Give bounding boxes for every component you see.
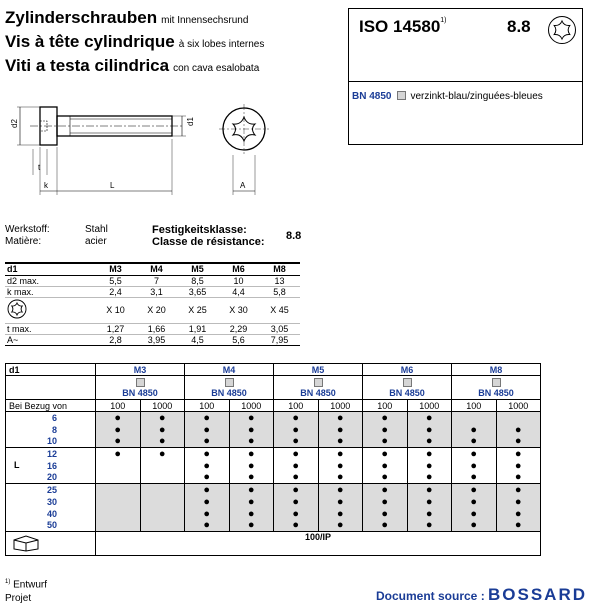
finish-checkbox[interactable] — [492, 378, 501, 387]
finish-label: verzinkt-blau/zinguées-bleues — [410, 91, 543, 102]
footnote-line1: Entwurf — [13, 579, 48, 591]
table-cell: 4,4 — [218, 286, 259, 297]
order-bn-row — [6, 376, 541, 400]
length-row — [6, 472, 541, 484]
availability-cell: ● — [185, 436, 230, 448]
bn-cell — [185, 376, 274, 400]
bn-label: BN 4850 — [300, 388, 336, 398]
availability-cell: ● — [140, 448, 185, 460]
footnote-line2: Projet — [5, 593, 32, 605]
length-row — [6, 436, 541, 448]
brand-logo: BOSSARD — [488, 585, 588, 604]
availability-cell: ● — [452, 436, 497, 448]
availability-cell: ● — [140, 424, 185, 436]
availability-cell — [96, 472, 141, 484]
table-cell: 2,29 — [218, 323, 259, 334]
availability-cell — [96, 484, 141, 496]
availability-cell: ● — [363, 484, 408, 496]
t-label: t — [38, 163, 41, 172]
package-text: 100/IP — [96, 532, 541, 556]
availability-cell: ● — [185, 424, 230, 436]
table-cell: 5,5 — [95, 275, 136, 286]
availability-cell — [140, 520, 185, 532]
size-header: M5 — [274, 364, 363, 376]
footnote-mark: 1) — [5, 579, 11, 585]
strength-label-fr: Classe de résistance: — [152, 236, 265, 248]
availability-cell: ● — [496, 436, 541, 448]
finish-checkbox[interactable] — [136, 378, 145, 387]
availability-cell: ● — [274, 484, 319, 496]
table-cell: 1,27 — [95, 323, 136, 334]
availability-cell: ● — [496, 484, 541, 496]
availability-cell: ● — [452, 424, 497, 436]
availability-cell — [96, 508, 141, 520]
length-row — [6, 460, 541, 472]
qty-cell: 1000 — [229, 400, 274, 412]
dimension-header-row — [5, 263, 300, 275]
availability-cell: ● — [274, 424, 319, 436]
availability-cell: ● — [229, 472, 274, 484]
availability-cell: ● — [318, 472, 363, 484]
length-value: 12 — [6, 448, 96, 460]
bn-cell — [274, 376, 363, 400]
qty-label: Bei Bezug von — [6, 400, 96, 412]
A-label: A — [240, 181, 246, 190]
table-cell: 5,6 — [218, 334, 259, 345]
size-header: M3 — [95, 263, 136, 275]
length-value: 50 — [6, 520, 96, 532]
material-label-fr: Matière: — [5, 236, 42, 247]
availability-cell: ● — [452, 508, 497, 520]
availability-cell: ● — [407, 436, 452, 448]
availability-cell: ● — [407, 508, 452, 520]
qty-cell: 100 — [452, 400, 497, 412]
availability-cell: ● — [407, 448, 452, 460]
availability-cell: ● — [496, 508, 541, 520]
availability-cell: ● — [318, 460, 363, 472]
title-de-sub: mit Innensechsrund — [161, 15, 249, 26]
table-cell: 1,91 — [177, 323, 218, 334]
bn-cell — [96, 376, 185, 400]
size-header: M4 — [136, 263, 177, 275]
availability-cell: ● — [407, 484, 452, 496]
availability-cell: ● — [229, 460, 274, 472]
finish-swatch — [397, 91, 406, 100]
table-cell: 8,5 — [177, 275, 218, 286]
availability-cell: ● — [318, 484, 363, 496]
material-value-fr: acier — [85, 236, 107, 247]
table-cell: 3,1 — [136, 286, 177, 297]
table-cell: 7 — [136, 275, 177, 286]
length-row — [6, 412, 541, 424]
torx-drive-icon — [547, 15, 577, 50]
bn-label: BN 4850 — [122, 388, 158, 398]
qty-cell: 1000 — [496, 400, 541, 412]
availability-cell: ● — [229, 496, 274, 508]
availability-cell: ● — [407, 460, 452, 472]
qty-cell: 1000 — [140, 400, 185, 412]
table-cell: 3,65 — [177, 286, 218, 297]
finish-checkbox[interactable] — [403, 378, 412, 387]
table-cell: X 45 — [259, 297, 300, 323]
availability-cell: ● — [185, 472, 230, 484]
table-cell: 5,8 — [259, 286, 300, 297]
availability-cell: ● — [229, 436, 274, 448]
availability-cell — [140, 484, 185, 496]
table-cell: 1,66 — [136, 323, 177, 334]
empty-cell — [6, 376, 96, 400]
availability-cell — [452, 412, 497, 424]
row-label: k max. — [5, 286, 95, 297]
footnote — [5, 575, 47, 606]
availability-cell: ● — [185, 460, 230, 472]
package-icon — [12, 534, 40, 552]
document-source-label: Document source : — [376, 589, 485, 603]
length-value: 8 — [6, 424, 96, 436]
order-d1-label: d1 — [6, 364, 96, 376]
availability-cell: ● — [274, 508, 319, 520]
standard-footnote: 1) — [440, 17, 447, 24]
availability-cell: ● — [274, 448, 319, 460]
availability-cell: ● — [185, 484, 230, 496]
availability-cell: ● — [452, 472, 497, 484]
availability-cell: ● — [140, 436, 185, 448]
availability-cell: ● — [363, 460, 408, 472]
size-header: M6 — [363, 364, 452, 376]
title-it-main: Viti a testa cilindrica — [5, 56, 170, 75]
availability-cell: ● — [229, 520, 274, 532]
availability-cell: ● — [96, 424, 141, 436]
availability-cell: ● — [185, 496, 230, 508]
availability-cell: ● — [96, 448, 141, 460]
availability-cell: ● — [229, 412, 274, 424]
strength-value: 8.8 — [286, 230, 302, 242]
availability-cell: ● — [318, 412, 363, 424]
finish-checkbox[interactable] — [225, 378, 234, 387]
length-value: 10 — [6, 436, 96, 448]
table-row — [5, 275, 300, 286]
k-label: k — [44, 181, 48, 190]
title-it-sub: con cava esalobata — [173, 63, 260, 74]
length-value: 25 — [6, 484, 96, 496]
length-axis-label: L — [14, 459, 20, 470]
size-header: M8 — [452, 364, 541, 376]
availability-cell: ● — [407, 496, 452, 508]
size-header: M8 — [259, 263, 300, 275]
availability-cell: ● — [185, 520, 230, 532]
qty-cell: 100 — [363, 400, 408, 412]
table-cell: 2,4 — [95, 286, 136, 297]
table-row — [5, 297, 300, 323]
availability-cell: ● — [318, 520, 363, 532]
standard-grade: 8.8 — [507, 17, 531, 36]
availability-cell: ● — [496, 460, 541, 472]
availability-cell: ● — [318, 424, 363, 436]
table-cell: 2,8 — [95, 334, 136, 345]
row-label: A~ — [5, 334, 95, 345]
standard-name: ISO 14580$^{1)}$ — [359, 17, 447, 36]
availability-cell — [140, 496, 185, 508]
availability-cell: ● — [496, 472, 541, 484]
availability-cell: ● — [452, 448, 497, 460]
length-value: 30 — [6, 496, 96, 508]
availability-cell — [140, 472, 185, 484]
availability-cell — [96, 496, 141, 508]
title-fr-sub: à six lobes internes — [178, 39, 265, 50]
availability-cell: ● — [318, 508, 363, 520]
availability-cell: ● — [318, 448, 363, 460]
availability-cell: ● — [229, 508, 274, 520]
availability-cell: ● — [274, 496, 319, 508]
bn-number: BN 4850 — [352, 91, 392, 102]
table-cell: 10 — [218, 275, 259, 286]
availability-cell — [96, 460, 141, 472]
availability-cell: ● — [96, 436, 141, 448]
qty-cell: 1000 — [407, 400, 452, 412]
availability-cell — [96, 520, 141, 532]
availability-cell: ● — [452, 496, 497, 508]
torx-drive-icon — [7, 299, 27, 319]
length-value: 6 — [6, 412, 96, 424]
availability-cell: ● — [407, 424, 452, 436]
title-de-main: Zylinderschrauben — [5, 8, 158, 27]
bn-label: BN 4850 — [478, 388, 514, 398]
availability-cell: ● — [407, 412, 452, 424]
size-header: M6 — [218, 263, 259, 275]
title-it — [5, 56, 264, 80]
table-cell: 4,5 — [177, 334, 218, 345]
availability-cell: ● — [496, 424, 541, 436]
bn-cell — [452, 376, 541, 400]
length-value: 40 — [6, 508, 96, 520]
availability-cell: ● — [274, 460, 319, 472]
length-row — [6, 496, 541, 508]
finish-checkbox[interactable] — [314, 378, 323, 387]
order-table — [5, 363, 541, 556]
qty-cell: 100 — [96, 400, 141, 412]
availability-cell: ● — [229, 424, 274, 436]
availability-cell: ● — [407, 472, 452, 484]
package-row — [6, 532, 541, 556]
availability-cell: ● — [185, 448, 230, 460]
availability-cell: ● — [363, 412, 408, 424]
dimension-header-label: d1 — [5, 263, 95, 275]
row-label — [5, 297, 95, 323]
availability-cell: ● — [229, 448, 274, 460]
material-value-de: Stahl — [85, 224, 108, 235]
length-row — [6, 508, 541, 520]
qty-cell: 100 — [274, 400, 319, 412]
availability-cell: ● — [496, 448, 541, 460]
availability-cell: ● — [318, 436, 363, 448]
availability-cell: ● — [274, 412, 319, 424]
length-value: 20 — [6, 472, 96, 484]
availability-cell: ● — [496, 496, 541, 508]
availability-cell: ● — [363, 448, 408, 460]
availability-cell: ● — [452, 484, 497, 496]
dimension-table — [5, 262, 300, 346]
availability-cell: ● — [363, 424, 408, 436]
material-label-de: Werkstoff: — [5, 224, 50, 235]
table-cell: X 20 — [136, 297, 177, 323]
table-cell: 3,95 — [136, 334, 177, 345]
table-cell: 7,95 — [259, 334, 300, 345]
availability-cell — [496, 412, 541, 424]
bn-cell — [363, 376, 452, 400]
standard-header — [349, 9, 582, 82]
package-icon-cell — [6, 532, 96, 556]
table-row — [5, 334, 300, 345]
order-size-row — [6, 364, 541, 376]
availability-cell: ● — [185, 508, 230, 520]
availability-cell: ● — [363, 496, 408, 508]
title-fr-main: Vis à tête cylindrique — [5, 32, 175, 51]
availability-cell: ● — [274, 472, 319, 484]
table-cell: X 30 — [218, 297, 259, 323]
table-cell: X 25 — [177, 297, 218, 323]
d1-label: d1 — [186, 117, 195, 126]
table-cell: 13 — [259, 275, 300, 286]
availability-cell: ● — [452, 520, 497, 532]
length-row — [6, 520, 541, 532]
qty-cell: 1000 — [318, 400, 363, 412]
size-header: M4 — [185, 364, 274, 376]
size-header: M3 — [96, 364, 185, 376]
L-label: L — [110, 181, 115, 190]
bn-label: BN 4850 — [389, 388, 425, 398]
row-label: t max. — [5, 323, 95, 334]
availability-cell: ● — [274, 520, 319, 532]
availability-cell: ● — [96, 412, 141, 424]
title-fr — [5, 32, 264, 56]
bn-label: BN 4850 — [211, 388, 247, 398]
availability-cell: ● — [274, 436, 319, 448]
qty-cell: 100 — [185, 400, 230, 412]
availability-cell: ● — [229, 484, 274, 496]
screw-drawing — [0, 95, 290, 205]
d2-label: d2 — [10, 119, 19, 128]
length-value: 16 L — [6, 460, 96, 472]
availability-cell: ● — [363, 436, 408, 448]
row-label: d2 max. — [5, 275, 95, 286]
availability-cell: ● — [363, 508, 408, 520]
availability-cell — [140, 460, 185, 472]
availability-cell: ● — [363, 520, 408, 532]
availability-cell: ● — [363, 472, 408, 484]
table-row — [5, 323, 300, 334]
availability-cell: ● — [407, 520, 452, 532]
title-block — [5, 8, 264, 80]
strength-label-de: Festigkeitsklasse: — [152, 224, 247, 236]
title-de — [5, 8, 264, 32]
availability-cell: ● — [452, 460, 497, 472]
availability-cell: ● — [496, 520, 541, 532]
availability-cell: ● — [185, 412, 230, 424]
availability-cell: ● — [318, 496, 363, 508]
table-cell: X 10 — [95, 297, 136, 323]
table-cell: 3,05 — [259, 323, 300, 334]
size-header: M5 — [177, 263, 218, 275]
order-qty-row — [6, 400, 541, 412]
table-row — [5, 286, 300, 297]
length-row — [6, 424, 541, 436]
length-row — [6, 448, 541, 460]
finish-row — [352, 91, 543, 102]
availability-cell — [140, 508, 185, 520]
strength-labels — [152, 224, 265, 248]
length-row — [6, 484, 541, 496]
availability-cell: ● — [140, 412, 185, 424]
standard-box — [348, 8, 583, 145]
